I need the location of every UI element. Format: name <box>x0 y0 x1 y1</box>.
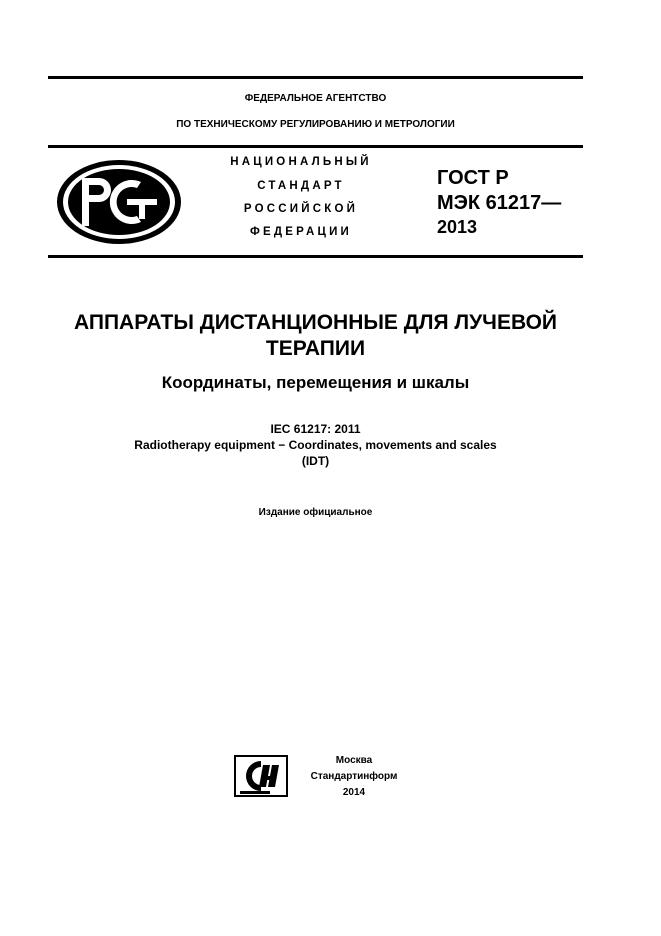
rst-logo-icon <box>55 158 183 246</box>
standard-block-bottom-rule <box>48 255 583 258</box>
standard-block-top-rule <box>48 145 583 148</box>
reference-line-3: (IDT) <box>301 454 330 468</box>
top-rule <box>48 76 583 79</box>
agency-line-1: ФЕДЕРАЛЬНОЕ АГЕНТСТВО <box>244 93 387 104</box>
publisher-logo-icon <box>234 755 288 797</box>
publication-year: 2014 <box>342 787 366 798</box>
standard-line-federation: ФЕДЕРАЦИИ <box>249 226 353 238</box>
agency-line-2: ПО ТЕХНИЧЕСКОМУ РЕГУЛИРОВАНИЮ И МЕТРОЛОГИИ <box>176 119 455 130</box>
gost-designation-line-3: 2013 <box>437 217 478 237</box>
standard-line-national: НАЦИОНАЛЬНЫЙ <box>230 156 372 168</box>
document-title-line-1: АППАРАТЫ ДИСТАНЦИОННЫЕ ДЛЯ ЛУЧЕВОЙ <box>73 311 558 334</box>
standard-line-standard: СТАНДАРТ <box>257 180 345 192</box>
standard-line-russian: РОССИЙСКОЙ <box>243 203 359 215</box>
gost-designation-line-1: ГОСТ Р <box>437 167 509 189</box>
publisher-name: Стандартинформ <box>310 771 398 782</box>
document-title-line-2: ТЕРАПИИ <box>265 337 366 360</box>
gost-designation-line-2: МЭК 61217— <box>437 192 562 214</box>
publisher-city: Москва <box>335 755 373 766</box>
edition-label: Издание официальное <box>258 507 373 518</box>
document-subtitle: Координаты, перемещения и шкалы <box>161 373 470 392</box>
reference-line-1: IEC 61217: 2011 <box>270 422 361 436</box>
reference-line-2: Radiotherapy equipment − Coordinates, movements and scales <box>134 438 497 452</box>
